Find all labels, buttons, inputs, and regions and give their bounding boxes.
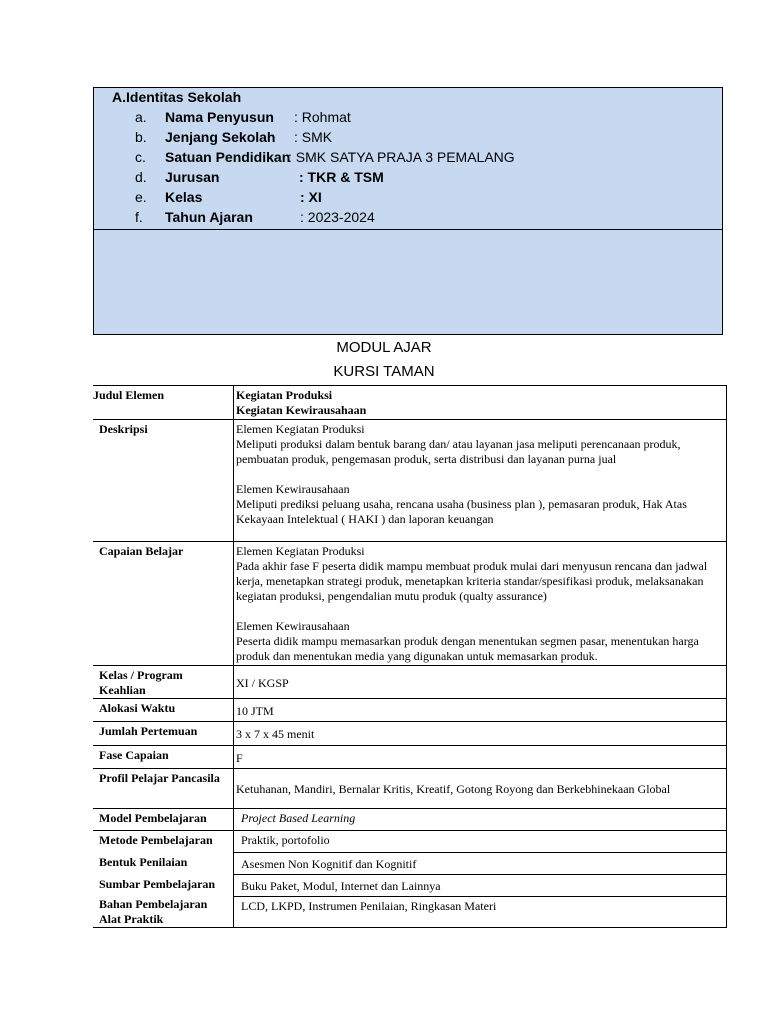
module-table [93,385,727,928]
identity-label: Satuan Pendidikan [165,149,291,165]
row-label: Model Pembelajaran [93,809,234,831]
row-label [93,897,234,928]
identity-letter: d. [135,169,147,185]
identity-divider [94,229,722,230]
paragraph-text: Peserta didik mampu memasarkan produk dengan menentukan segmen pasar, menentukan harga produk dan menentukan media yang digunakan untuk memasarkan produk. [236,634,699,663]
row-label: Capaian Belajar [93,542,234,666]
identity-row-jenjang [94,129,722,149]
row-value: Asesmen Non Kognitif dan Kognitif [234,853,727,875]
row-value: Project Based Learning [234,809,727,831]
table-row [93,386,727,420]
identity-letter: b. [135,129,147,145]
paragraph-title: Elemen Kegiatan Produksi [236,544,365,558]
row-value [234,420,727,542]
table-row [93,853,727,875]
identity-value: : 2023-2024 [300,209,375,225]
row-value: 3 x 7 x 45 menit [234,722,727,746]
table-row [93,420,727,542]
table-row [93,831,727,853]
table-row [93,666,727,699]
row-value: LCD, LKPD, Instrumen Penilaian, Ringkasan Materi [234,897,727,928]
table-row [93,897,727,928]
identity-row-jurusan [94,169,722,189]
paragraph-text: Meliputi produksi dalam bentuk barang dan/ atau layanan jasa meliputi perencanaan produk, pembuatan produk, pengemasan produk, serta distribusi dan layanan purna jual [236,437,681,466]
table-row [93,746,727,769]
identity-letter: c. [135,149,146,165]
identity-letter: f. [135,209,143,225]
row-label: Alokasi Waktu [93,699,234,722]
table-row [93,875,727,897]
row-label: Fase Capaian [93,746,234,769]
identity-heading: A.Identitas Sekolah [112,89,242,105]
paragraph-text: Pada akhir fase F peserta didik mampu membuat produk mulai dari menyusun rencana dan jadwal kerja, menetapkan strategi produk, menetapkan kriteria standar/spesifikasi produk, melaksanakan kegiatan produksi, pengendalian mutu produk (qualty assurance) [236,559,708,603]
table-row [93,699,727,722]
identity-value: : SMK SATYA PRAJA 3 PEMALANG [288,149,515,165]
paragraph-text: Meliputi prediksi peluang usaha, rencana usaha (business plan ), pemasaran produk, Hak Atas Kekayaan Intelektual ( HAKI ) dan laporan keuangan [236,497,687,526]
row-value: XI / KGSP [234,666,727,699]
paragraph-title: Elemen Kewirausahaan [236,482,350,496]
row-label: Bentuk Penilaian [93,853,234,875]
identity-value: : TKR & TSM [299,169,384,185]
table-row [93,809,727,831]
judul-line: Kegiatan Kewirausahaan [236,403,367,417]
module-subtitle: KURSI TAMAN [333,363,435,380]
identity-letter: e. [135,189,147,205]
row-label: Kelas / Program Keahlian [93,666,234,699]
row-label: Deskripsi [93,420,234,542]
row-label: Sumbar Pembelajaran [93,875,234,897]
paragraph-title: Elemen Kewirausahaan [236,619,350,633]
table-row [93,722,727,746]
judul-line: Kegiatan Produksi [236,388,333,402]
identity-label: Tahun Ajaran [165,209,253,225]
row-value: Buku Paket, Modul, Internet dan Lainnya [234,875,727,897]
identity-row-penyusun [94,109,722,129]
paragraph-title: Elemen Kegiatan Produksi [236,422,365,436]
row-value: F [234,746,727,769]
row-label: Judul Elemen [93,386,234,420]
identity-row-satuan [94,149,722,169]
identity-row-kelas [94,189,722,209]
identity-label: Kelas [165,189,203,205]
identity-value: : Rohmat [294,109,351,125]
module-title: MODUL AJAR [336,339,432,356]
row-value: Ketuhanan, Mandiri, Bernalar Kritis, Kreatif, Gotong Royong dan Berkebhinekaan Global [234,769,727,809]
school-identity-box [93,87,723,335]
identity-label: Jurusan [165,169,220,185]
identity-row-tahun [94,209,722,229]
row-value: 10 JTM [234,699,727,722]
identity-label: Nama Penyusun [165,109,274,125]
row-value [234,386,727,420]
row-label-line: Alat Praktik [99,911,164,926]
table-row [93,769,727,809]
identity-label: Jenjang Sekolah [165,129,276,145]
row-label: Metode Pembelajaran [93,831,234,853]
identity-value: : XI [300,189,322,205]
table-row [93,542,727,666]
row-label-line: Bahan Pembelajaran [99,896,208,911]
row-value: Praktik, portofolio [234,831,727,853]
row-label: Profil Pelajar Pancasila [93,769,234,809]
identity-letter: a. [135,109,147,125]
row-label: Jumlah Pertemuan [93,722,234,746]
identity-value: : SMK [294,129,333,145]
row-value [234,542,727,666]
